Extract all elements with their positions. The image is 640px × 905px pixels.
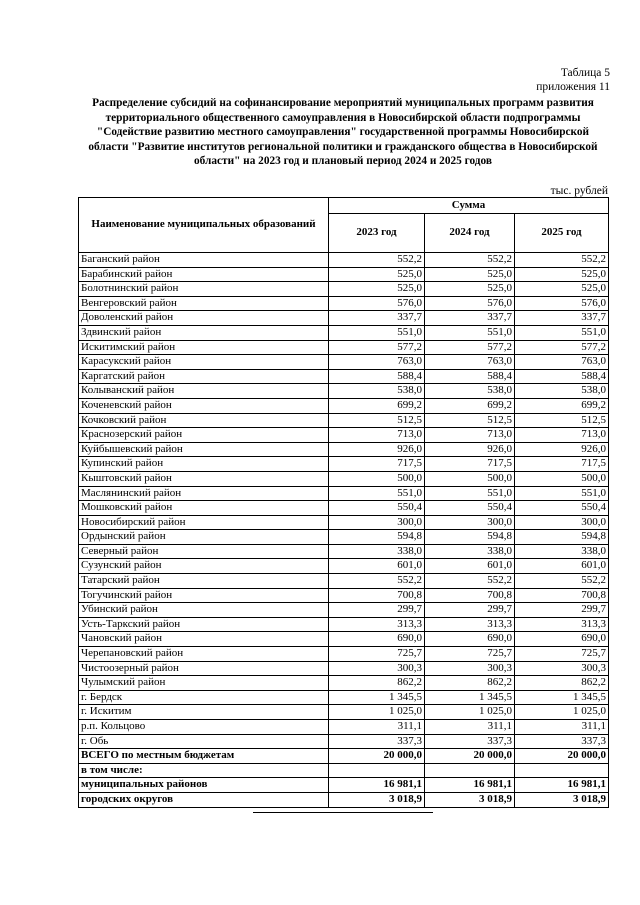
table-number: Таблица 5	[560, 67, 610, 79]
footer-divider	[253, 812, 433, 813]
table-row	[79, 530, 609, 545]
municipality-name: Татарский район	[79, 574, 329, 589]
municipality-name: Краснозерский район	[79, 428, 329, 443]
table-row	[79, 501, 609, 516]
table-row	[79, 340, 609, 355]
amount-2024: 20 000,0	[425, 749, 515, 764]
amount-2023: 337,3	[329, 734, 425, 749]
municipality-name: Новосибирский район	[79, 515, 329, 530]
amount-2024: 577,2	[425, 340, 515, 355]
table-row	[79, 369, 609, 384]
amount-2024: 525,0	[425, 282, 515, 297]
amount-2024: 313,3	[425, 617, 515, 632]
amount-2025: 300,0	[515, 515, 609, 530]
table-row	[79, 720, 609, 735]
municipality-name: Доволенский район	[79, 311, 329, 326]
column-header-2025: 2025 год	[515, 213, 609, 252]
municipality-name: Карасукский район	[79, 355, 329, 370]
amount-2025: 538,0	[515, 384, 609, 399]
municipality-name: Каргатский район	[79, 369, 329, 384]
table-row	[79, 574, 609, 589]
amount-2024: 500,0	[425, 471, 515, 486]
amount-2023: 338,0	[329, 544, 425, 559]
municipality-name: г. Искитим	[79, 705, 329, 720]
amount-2025: 717,5	[515, 457, 609, 472]
amount-2024: 700,8	[425, 588, 515, 603]
municipality-name: ВСЕГО по местным бюджетам	[79, 749, 329, 764]
table-row	[79, 690, 609, 705]
municipality-name: Усть-Таркский район	[79, 617, 329, 632]
amount-2025: 690,0	[515, 632, 609, 647]
summary-row	[79, 749, 609, 764]
amount-2023: 588,4	[329, 369, 425, 384]
municipality-name: Убинский район	[79, 603, 329, 618]
table-row	[79, 325, 609, 340]
amount-2024: 3 018,9	[425, 792, 515, 807]
amount-2025: 552,2	[515, 253, 609, 268]
amount-2023: 500,0	[329, 471, 425, 486]
column-header-name: Наименование муниципальных образований	[79, 198, 329, 253]
amount-2023: 1 345,5	[329, 690, 425, 705]
table-row	[79, 617, 609, 632]
amount-2024	[425, 763, 515, 778]
table-row	[79, 253, 609, 268]
amount-2023: 690,0	[329, 632, 425, 647]
amount-2023: 717,5	[329, 457, 425, 472]
table-row	[79, 661, 609, 676]
amount-2025: 16 981,1	[515, 778, 609, 793]
table-row	[79, 355, 609, 370]
amount-2024: 300,0	[425, 515, 515, 530]
amount-2023: 763,0	[329, 355, 425, 370]
amount-2024: 763,0	[425, 355, 515, 370]
amount-2023: 550,4	[329, 501, 425, 516]
table-row	[79, 282, 609, 297]
amount-2024: 311,1	[425, 720, 515, 735]
municipality-name: муниципальных районов	[79, 778, 329, 793]
amount-2025: 500,0	[515, 471, 609, 486]
amount-2024: 512,5	[425, 413, 515, 428]
municipality-name: г. Бердск	[79, 690, 329, 705]
amount-2025: 862,2	[515, 676, 609, 691]
amount-2024: 551,0	[425, 325, 515, 340]
amount-2025: 525,0	[515, 267, 609, 282]
amount-2023: 713,0	[329, 428, 425, 443]
municipality-name: городских округов	[79, 792, 329, 807]
amount-2024: 713,0	[425, 428, 515, 443]
amount-2024: 337,3	[425, 734, 515, 749]
units-label: тыс. рублей	[550, 185, 608, 197]
table-row	[79, 588, 609, 603]
amount-2025: 588,4	[515, 369, 609, 384]
amount-2024: 551,0	[425, 486, 515, 501]
amount-2025: 1 025,0	[515, 705, 609, 720]
amount-2024: 594,8	[425, 530, 515, 545]
appendix-reference: приложения 11	[536, 81, 610, 93]
amount-2024: 926,0	[425, 442, 515, 457]
municipality-name: Северный район	[79, 544, 329, 559]
document-title: Распределение субсидий на софинансирование мероприятий муниципальных программ развития территориального общественного самоуправления в Новосибирской области подпрограммы "Содействие развитию местного самоуправления" государственной программы Новосибирской области "Развитие институтов региональной политики и гражданского общества в Новосибирской области" на 2023 год и плановый период 2024 и 2025 годов	[88, 97, 598, 167]
amount-2025: 576,0	[515, 296, 609, 311]
amount-2023: 512,5	[329, 413, 425, 428]
table-row	[79, 413, 609, 428]
amount-2023: 20 000,0	[329, 749, 425, 764]
column-header-sum: Сумма	[329, 198, 609, 214]
amount-2025: 338,0	[515, 544, 609, 559]
amount-2023: 576,0	[329, 296, 425, 311]
amount-2025: 311,1	[515, 720, 609, 735]
column-header-2023: 2023 год	[329, 213, 425, 252]
amount-2023: 311,1	[329, 720, 425, 735]
table-row	[79, 705, 609, 720]
table-row	[79, 384, 609, 399]
column-header-2024: 2024 год	[425, 213, 515, 252]
amount-2023: 525,0	[329, 282, 425, 297]
amount-2024: 300,3	[425, 661, 515, 676]
table-row	[79, 267, 609, 282]
municipality-name: Барабинский район	[79, 267, 329, 282]
amount-2023: 601,0	[329, 559, 425, 574]
municipality-name: г. Обь	[79, 734, 329, 749]
amount-2024: 1 025,0	[425, 705, 515, 720]
amount-2024: 538,0	[425, 384, 515, 399]
amount-2023: 552,2	[329, 574, 425, 589]
amount-2024: 337,7	[425, 311, 515, 326]
municipality-name: Искитимский район	[79, 340, 329, 355]
amount-2025: 300,3	[515, 661, 609, 676]
amount-2024: 699,2	[425, 398, 515, 413]
amount-2025: 512,5	[515, 413, 609, 428]
amount-2025: 713,0	[515, 428, 609, 443]
amount-2025: 552,2	[515, 574, 609, 589]
municipality-name: Венгеровский район	[79, 296, 329, 311]
municipality-name: Тогучинский район	[79, 588, 329, 603]
amount-2023: 725,7	[329, 647, 425, 662]
amount-2025: 337,3	[515, 734, 609, 749]
amount-2023: 700,8	[329, 588, 425, 603]
amount-2025: 337,7	[515, 311, 609, 326]
amount-2025: 313,3	[515, 617, 609, 632]
table-row	[79, 647, 609, 662]
amount-2025: 926,0	[515, 442, 609, 457]
table-row	[79, 428, 609, 443]
amount-2023: 1 025,0	[329, 705, 425, 720]
municipality-name: Колыванский район	[79, 384, 329, 399]
amount-2023: 594,8	[329, 530, 425, 545]
amount-2024: 601,0	[425, 559, 515, 574]
table-row	[79, 442, 609, 457]
amount-2023: 551,0	[329, 486, 425, 501]
amount-2025: 551,0	[515, 325, 609, 340]
municipality-name: Черепановский район	[79, 647, 329, 662]
amount-2023: 525,0	[329, 267, 425, 282]
amount-2023	[329, 763, 425, 778]
amount-2025: 725,7	[515, 647, 609, 662]
municipality-name: в том числе:	[79, 763, 329, 778]
amount-2024: 16 981,1	[425, 778, 515, 793]
amount-2024: 338,0	[425, 544, 515, 559]
table-row	[79, 486, 609, 501]
municipality-name: Кочковский район	[79, 413, 329, 428]
table-row	[79, 603, 609, 618]
summary-row	[79, 763, 609, 778]
table-row	[79, 544, 609, 559]
amount-2024: 299,7	[425, 603, 515, 618]
table-row	[79, 676, 609, 691]
municipality-name: р.п. Кольцово	[79, 720, 329, 735]
amount-2025: 1 345,5	[515, 690, 609, 705]
amount-2024: 552,2	[425, 253, 515, 268]
amount-2024: 552,2	[425, 574, 515, 589]
summary-row	[79, 792, 609, 807]
amount-2024: 1 345,5	[425, 690, 515, 705]
amount-2025: 601,0	[515, 559, 609, 574]
table-row	[79, 457, 609, 472]
amount-2025: 525,0	[515, 282, 609, 297]
amount-2023: 699,2	[329, 398, 425, 413]
amount-2024: 862,2	[425, 676, 515, 691]
municipality-name: Чановский район	[79, 632, 329, 647]
table-row	[79, 311, 609, 326]
municipality-name: Болотнинский район	[79, 282, 329, 297]
municipality-name: Чулымский район	[79, 676, 329, 691]
amount-2024: 550,4	[425, 501, 515, 516]
amount-2023: 300,3	[329, 661, 425, 676]
table-row	[79, 632, 609, 647]
amount-2025: 299,7	[515, 603, 609, 618]
table-row	[79, 559, 609, 574]
municipality-name: Куйбышевский район	[79, 442, 329, 457]
amount-2024: 588,4	[425, 369, 515, 384]
amount-2023: 538,0	[329, 384, 425, 399]
amount-2023: 300,0	[329, 515, 425, 530]
amount-2025: 763,0	[515, 355, 609, 370]
amount-2023: 3 018,9	[329, 792, 425, 807]
amount-2025: 551,0	[515, 486, 609, 501]
table-row	[79, 471, 609, 486]
municipality-name: Маслянинский район	[79, 486, 329, 501]
amount-2025: 577,2	[515, 340, 609, 355]
summary-row	[79, 778, 609, 793]
municipality-name: Чистоозерный район	[79, 661, 329, 676]
amount-2024: 717,5	[425, 457, 515, 472]
amount-2023: 313,3	[329, 617, 425, 632]
municipality-name: Здвинский район	[79, 325, 329, 340]
amount-2023: 551,0	[329, 325, 425, 340]
municipality-name: Ордынский район	[79, 530, 329, 545]
municipality-name: Сузунский район	[79, 559, 329, 574]
amount-2023: 337,7	[329, 311, 425, 326]
amount-2025: 3 018,9	[515, 792, 609, 807]
municipality-name: Купинский район	[79, 457, 329, 472]
amount-2024: 576,0	[425, 296, 515, 311]
municipality-name: Коченевский район	[79, 398, 329, 413]
amount-2024: 525,0	[425, 267, 515, 282]
amount-2023: 552,2	[329, 253, 425, 268]
amount-2025: 700,8	[515, 588, 609, 603]
amount-2025	[515, 763, 609, 778]
amount-2024: 725,7	[425, 647, 515, 662]
amount-2023: 16 981,1	[329, 778, 425, 793]
table-row	[79, 734, 609, 749]
subsidy-table	[78, 197, 609, 808]
amount-2025: 594,8	[515, 530, 609, 545]
table-row	[79, 398, 609, 413]
amount-2023: 299,7	[329, 603, 425, 618]
amount-2023: 862,2	[329, 676, 425, 691]
amount-2025: 550,4	[515, 501, 609, 516]
amount-2023: 577,2	[329, 340, 425, 355]
amount-2023: 926,0	[329, 442, 425, 457]
table-row	[79, 296, 609, 311]
municipality-name: Кыштовский район	[79, 471, 329, 486]
municipality-name: Мошковский район	[79, 501, 329, 516]
municipality-name: Баганский район	[79, 253, 329, 268]
amount-2024: 690,0	[425, 632, 515, 647]
amount-2025: 699,2	[515, 398, 609, 413]
table-row	[79, 515, 609, 530]
amount-2025: 20 000,0	[515, 749, 609, 764]
